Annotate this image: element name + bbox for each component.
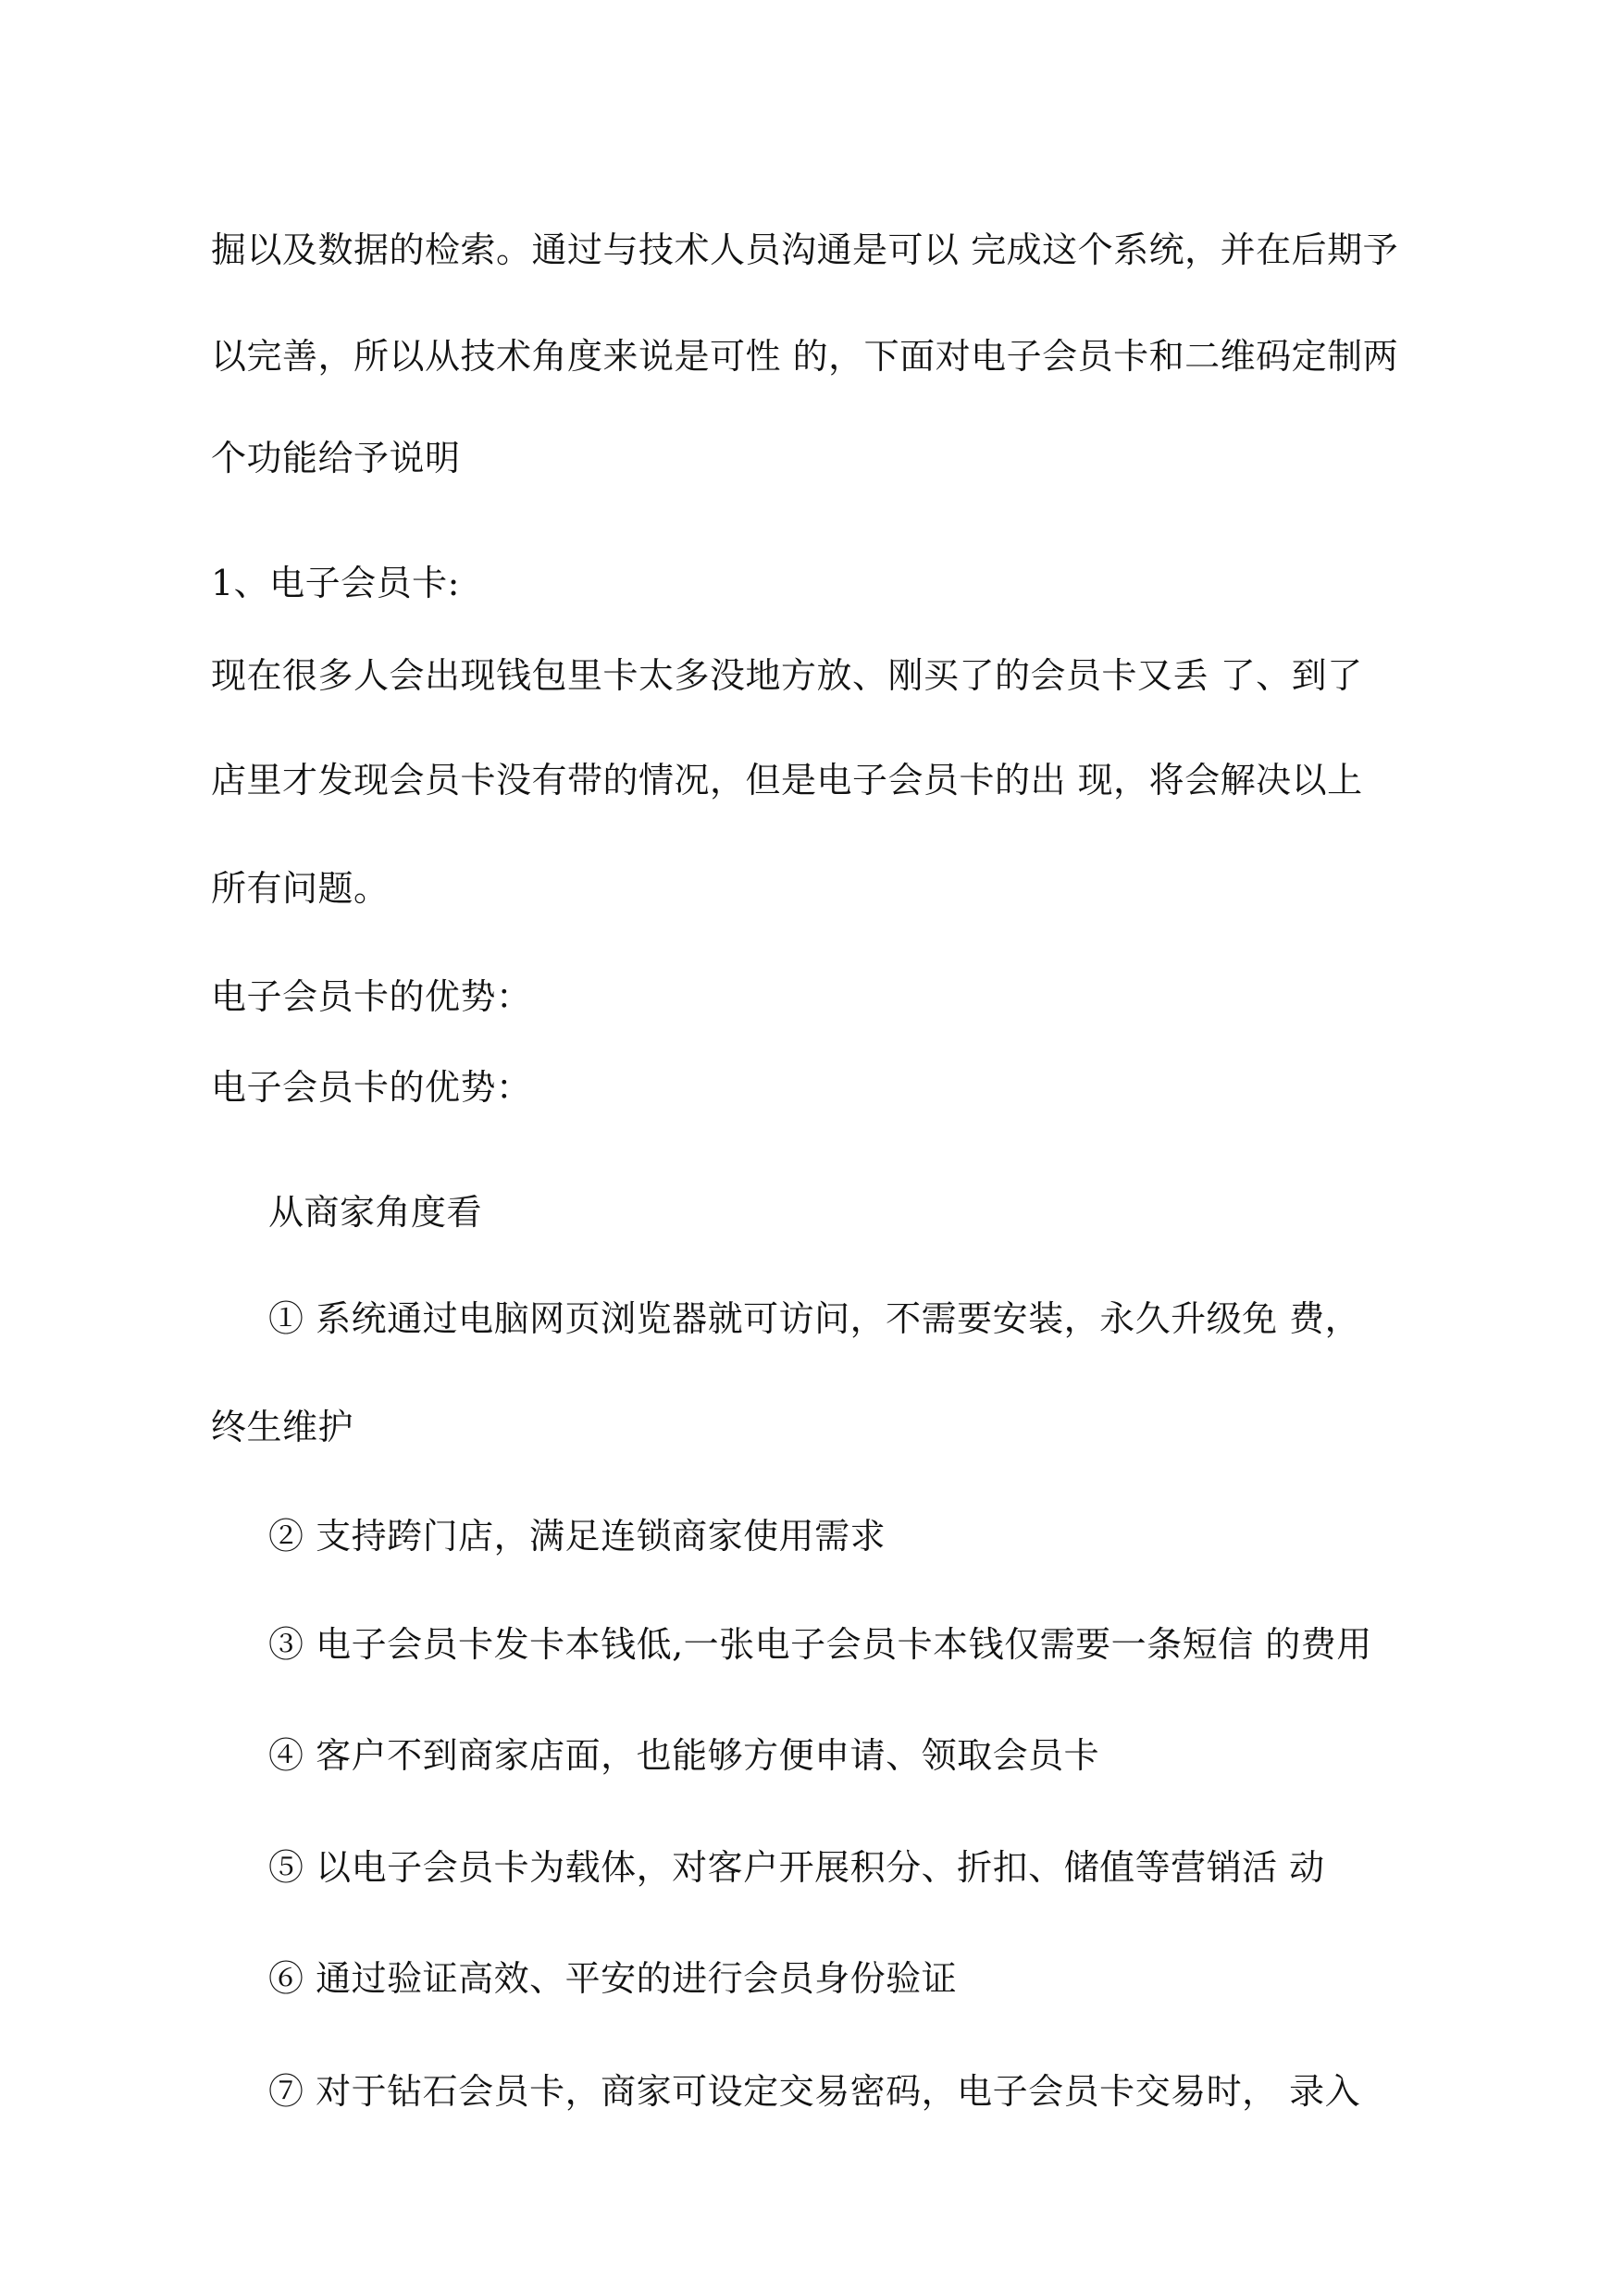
list-item: ⑦ 对于钻石会员卡，商家可设定交易密码，电子会员卡交易时， 录入 <box>268 2071 1361 2112</box>
paragraph-line: 个功能给予说明 <box>211 438 461 478</box>
subheading: 电子会员卡的优势： <box>211 1067 532 1108</box>
list-item-continuation: 终生维护 <box>211 1407 354 1447</box>
paragraph-line: 现在很多人会出现钱包里卡太多没地方放、刚买了的会员卡又丢 了、到了 <box>211 655 1363 696</box>
subsection-title: 从商家角度看 <box>268 1192 483 1233</box>
list-item: ④ 客户不到商家店面，也能够方便申请、领取会员卡 <box>268 1735 1100 1776</box>
list-item: ② 支持跨门店，满足连锁商家使用需求 <box>268 1516 886 1557</box>
list-item: ⑤ 以电子会员卡为载体，对客户开展积分、折扣、储值等营销活 动 <box>268 1847 1325 1888</box>
section-heading: 1、电子会员卡: <box>211 563 460 603</box>
paragraph-line: 店里才发现会员卡没有带的情况，但是电子会员卡的出 现，将会解决以上 <box>211 760 1363 800</box>
paragraph-line: 所有问题。 <box>211 868 390 909</box>
list-item: ① 系统通过电脑网页浏览器就可访问，不需要安装，永久升级免 费， <box>268 1298 1361 1339</box>
paragraph-line: 掘以及数据的检索。通过与技术人员沟通是可以 完成这个系统，并在后期予 <box>211 230 1399 270</box>
subheading: 电子会员卡的优势： <box>211 976 532 1017</box>
list-item: ③ 电子会员卡发卡本钱低,一张电子会员卡本钱仅需要一条短信 的费用 <box>268 1624 1372 1665</box>
paragraph-line: 以完善，所以从技术角度来说是可性 的，下面对电子会员卡和二维码定制两 <box>211 336 1399 377</box>
list-item: ⑥ 通过验证高效、平安的进行会员身份验证 <box>268 1958 958 1999</box>
